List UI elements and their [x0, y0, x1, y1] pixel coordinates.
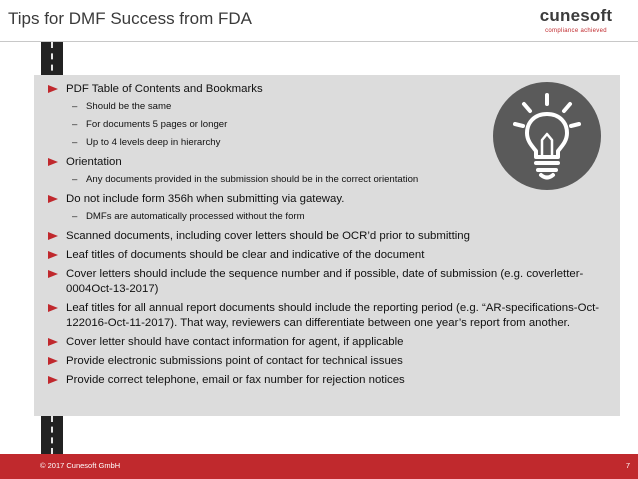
red-arrow-icon — [48, 251, 58, 259]
list-item: Cover letter should have contact information for agent, if applicable — [48, 335, 608, 350]
list-item: Do not include form 356h when submitting via gateway. — [48, 192, 608, 207]
list-item: Scanned documents, including cover letters should be OCR’d prior to submitting — [48, 229, 608, 244]
red-arrow-icon — [48, 158, 58, 166]
list-item: Leaf titles for all annual report documents should include the reporting period (e.g. “AR-specifications-Oct-122016-Oct-11-2017). That way, reviewers can differentiate between one year’s report from another. — [48, 301, 608, 331]
list-item: Orientation — [48, 155, 608, 170]
sub-list-item: – DMFs are automatically processed without the form — [72, 211, 305, 222]
footer-copyright: © 2017 Cunesoft GmbH — [40, 461, 121, 470]
logo-tagline: compliance achieved — [545, 28, 607, 34]
sub-list-item: – For documents 5 pages or longer — [72, 119, 228, 130]
red-arrow-icon — [48, 232, 58, 240]
sub-list-item: – Any documents provided in the submission should be in the correct orientation — [72, 174, 419, 185]
list-item: Provide electronic submissions point of contact for technical issues — [48, 354, 608, 369]
sub-list-item: – Up to 4 levels deep in hierarchy — [72, 137, 221, 148]
page-title: Tips for DMF Success from FDA — [8, 9, 253, 28]
red-arrow-icon — [48, 338, 58, 346]
red-arrow-icon — [48, 85, 58, 93]
page-number: 7 — [625, 461, 630, 470]
red-arrow-icon — [48, 357, 58, 365]
list-item: Leaf titles of documents should be clear and indicative of the document — [48, 248, 608, 263]
red-arrow-icon — [48, 195, 58, 203]
red-arrow-icon — [48, 376, 58, 384]
sub-list-item: – Should be the same — [72, 101, 172, 112]
list-item: Cover letters should include the sequence number and if possible, date of submission (e.g. coverletter-0004Oct-13-2017) — [48, 267, 608, 297]
red-arrow-icon — [48, 304, 58, 312]
list-item: PDF Table of Contents and Bookmarks — [48, 82, 608, 97]
red-arrow-icon — [48, 270, 58, 278]
bullet-list — [48, 82, 608, 392]
logo-wordmark: cunesoft — [539, 6, 613, 25]
road-decoration-bottom — [41, 416, 63, 454]
cunesoft-logo — [520, 6, 632, 42]
header-divider — [0, 41, 638, 42]
list-item: Provide correct telephone, email or fax number for rejection notices — [48, 373, 608, 388]
